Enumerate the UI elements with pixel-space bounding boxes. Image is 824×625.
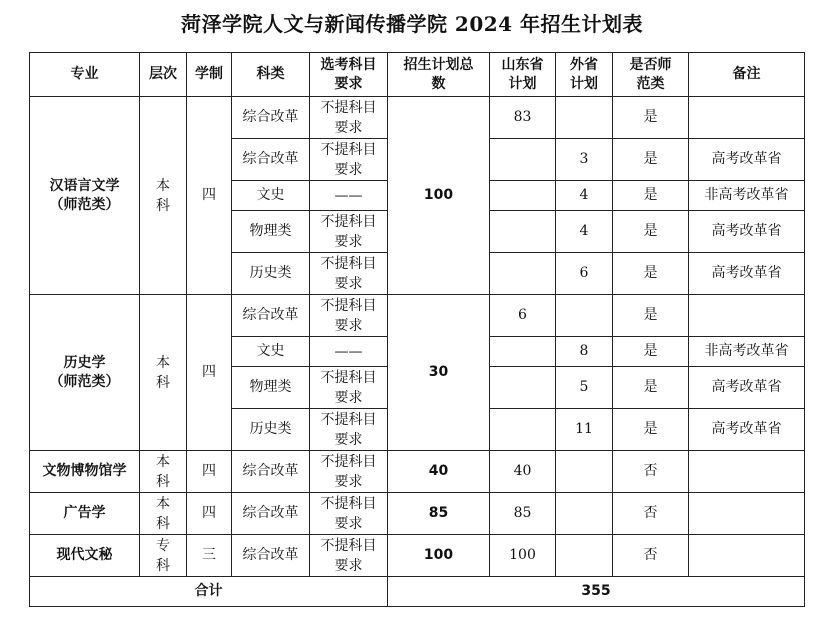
shandong-plan-cell bbox=[490, 253, 556, 295]
level-text: 专科 bbox=[155, 537, 170, 574]
level-text: 本科 bbox=[155, 354, 170, 391]
remark-cell: 非高考改革省 bbox=[689, 181, 805, 211]
category-cell: 历史类 bbox=[232, 253, 310, 295]
category-cell: 文史 bbox=[232, 181, 310, 211]
major-name: 现代文秘 bbox=[56, 547, 113, 563]
table-row bbox=[30, 451, 805, 493]
shandong-plan-cell bbox=[490, 139, 556, 181]
total-plan-cell: 100 bbox=[388, 97, 490, 295]
subject-req-cell bbox=[310, 181, 388, 211]
remark-cell bbox=[689, 451, 805, 493]
total-label: 合计 bbox=[30, 577, 388, 607]
shandong-plan-cell: 6 bbox=[490, 295, 556, 337]
subject-req-text: 不提科目要求 bbox=[320, 255, 377, 292]
level-cell bbox=[140, 295, 187, 451]
other-plan-cell: 4 bbox=[556, 211, 613, 253]
page-title: 菏泽学院人文与新闻传播学院 2024 年招生计划表 bbox=[180, 12, 644, 36]
subject-req-cell bbox=[310, 211, 388, 253]
level-text: 本科 bbox=[155, 495, 170, 532]
shandong-plan-cell bbox=[490, 181, 556, 211]
normal-cell: 是 bbox=[613, 295, 689, 337]
total-row bbox=[30, 577, 805, 607]
category-cell: 文史 bbox=[232, 337, 310, 367]
subject-req-cell bbox=[310, 295, 388, 337]
subject-req-text: —— bbox=[334, 343, 363, 360]
category-cell: 综合改革 bbox=[232, 493, 310, 535]
other-plan-cell bbox=[556, 451, 613, 493]
major-name: 历史学 bbox=[63, 354, 106, 371]
duration-cell: 四 bbox=[187, 493, 232, 535]
subject-req-cell bbox=[310, 493, 388, 535]
table-row bbox=[30, 295, 805, 337]
category-cell: 物理类 bbox=[232, 367, 310, 409]
major-cell bbox=[30, 535, 140, 577]
subject-req-text: —— bbox=[334, 187, 363, 204]
other-plan-cell bbox=[556, 295, 613, 337]
subject-req-text: 不提科目要求 bbox=[320, 213, 377, 250]
other-plan-cell bbox=[556, 97, 613, 139]
total-plan-cell: 100 bbox=[388, 535, 490, 577]
header-shandong-plan: 山东省计划 bbox=[490, 53, 556, 97]
category-cell: 历史类 bbox=[232, 409, 310, 451]
shandong-plan-cell: 100 bbox=[490, 535, 556, 577]
normal-cell: 是 bbox=[613, 367, 689, 409]
header-row bbox=[30, 53, 805, 97]
other-plan-cell bbox=[556, 535, 613, 577]
table-body bbox=[30, 97, 805, 577]
total-plan-cell: 30 bbox=[388, 295, 490, 451]
level-cell bbox=[140, 97, 187, 295]
category-cell: 综合改革 bbox=[232, 451, 310, 493]
subject-req-cell bbox=[310, 253, 388, 295]
duration-cell: 四 bbox=[187, 295, 232, 451]
other-plan-cell: 3 bbox=[556, 139, 613, 181]
duration-cell: 四 bbox=[187, 451, 232, 493]
subject-req-cell bbox=[310, 409, 388, 451]
subject-req-cell bbox=[310, 367, 388, 409]
category-cell: 综合改革 bbox=[232, 295, 310, 337]
level-text: 本科 bbox=[155, 453, 170, 490]
subject-req-text: 不提科目要求 bbox=[320, 537, 377, 574]
level-cell bbox=[140, 535, 187, 577]
subject-req-text: 不提科目要求 bbox=[320, 495, 377, 532]
category-cell: 综合改革 bbox=[232, 97, 310, 139]
major-cell bbox=[30, 97, 140, 295]
category-cell: 综合改革 bbox=[232, 535, 310, 577]
remark-cell bbox=[689, 295, 805, 337]
level-text: 本科 bbox=[155, 177, 170, 214]
level-cell bbox=[140, 451, 187, 493]
subject-req-cell bbox=[310, 451, 388, 493]
duration-cell: 四 bbox=[187, 97, 232, 295]
shandong-plan-cell: 40 bbox=[490, 451, 556, 493]
remark-cell bbox=[689, 535, 805, 577]
subject-req-cell bbox=[310, 97, 388, 139]
grand-total: 355 bbox=[388, 577, 805, 607]
shandong-plan-cell: 85 bbox=[490, 493, 556, 535]
major-name: 文物博物馆学 bbox=[42, 463, 127, 479]
normal-cell: 是 bbox=[613, 181, 689, 211]
other-plan-cell: 11 bbox=[556, 409, 613, 451]
header-subject-req: 选考科目要求 bbox=[310, 53, 388, 97]
total-plan-cell: 40 bbox=[388, 451, 490, 493]
subject-req-text: 不提科目要求 bbox=[320, 411, 377, 448]
remark-cell: 高考改革省 bbox=[689, 139, 805, 181]
subject-req-text: 不提科目要求 bbox=[320, 369, 377, 406]
header-total-plan: 招生计划总数 bbox=[388, 53, 490, 97]
major-cell bbox=[30, 451, 140, 493]
other-plan-cell: 8 bbox=[556, 337, 613, 367]
remark-cell: 非高考改革省 bbox=[689, 337, 805, 367]
normal-cell: 是 bbox=[613, 253, 689, 295]
header-level: 层次 bbox=[140, 53, 187, 97]
other-plan-cell: 5 bbox=[556, 367, 613, 409]
shandong-plan-cell: 83 bbox=[490, 97, 556, 139]
subject-req-text: 不提科目要求 bbox=[320, 141, 377, 178]
subject-req-cell bbox=[310, 337, 388, 367]
header-normal: 是否师范类 bbox=[613, 53, 689, 97]
normal-cell: 否 bbox=[613, 493, 689, 535]
normal-cell: 是 bbox=[613, 409, 689, 451]
remark-cell bbox=[689, 493, 805, 535]
table-row bbox=[30, 535, 805, 577]
normal-cell: 否 bbox=[613, 535, 689, 577]
normal-cell: 是 bbox=[613, 139, 689, 181]
header-duration: 学制 bbox=[187, 53, 232, 97]
major-note: （师范类） bbox=[49, 373, 120, 390]
remark-cell: 高考改革省 bbox=[689, 367, 805, 409]
other-plan-cell: 4 bbox=[556, 181, 613, 211]
total-plan-cell: 85 bbox=[388, 493, 490, 535]
level-cell bbox=[140, 493, 187, 535]
normal-cell: 是 bbox=[613, 97, 689, 139]
remark-cell: 高考改革省 bbox=[689, 253, 805, 295]
normal-cell: 是 bbox=[613, 337, 689, 367]
header-other-plan: 外省计划 bbox=[556, 53, 613, 97]
remark-cell: 高考改革省 bbox=[689, 211, 805, 253]
major-name: 广告学 bbox=[63, 505, 106, 521]
subject-req-cell bbox=[310, 139, 388, 181]
table-row bbox=[30, 97, 805, 139]
shandong-plan-cell bbox=[490, 337, 556, 367]
category-cell: 物理类 bbox=[232, 211, 310, 253]
other-plan-cell bbox=[556, 493, 613, 535]
remark-cell: 高考改革省 bbox=[689, 409, 805, 451]
subject-req-text: 不提科目要求 bbox=[320, 453, 377, 490]
header-remark: 备注 bbox=[689, 53, 805, 97]
shandong-plan-cell bbox=[490, 211, 556, 253]
normal-cell: 是 bbox=[613, 211, 689, 253]
major-note: （师范类） bbox=[49, 196, 120, 213]
subject-req-text: 不提科目要求 bbox=[320, 99, 377, 136]
shandong-plan-cell bbox=[490, 367, 556, 409]
remark-cell bbox=[689, 97, 805, 139]
subject-req-cell bbox=[310, 535, 388, 577]
major-cell bbox=[30, 295, 140, 451]
header-category: 科类 bbox=[232, 53, 310, 97]
header-major: 专业 bbox=[30, 53, 140, 97]
other-plan-cell: 6 bbox=[556, 253, 613, 295]
normal-cell: 否 bbox=[613, 451, 689, 493]
category-cell: 综合改革 bbox=[232, 139, 310, 181]
duration-cell: 三 bbox=[187, 535, 232, 577]
table-row bbox=[30, 493, 805, 535]
major-cell bbox=[30, 493, 140, 535]
subject-req-text: 不提科目要求 bbox=[320, 297, 377, 334]
enrollment-plan-table bbox=[29, 52, 805, 607]
shandong-plan-cell bbox=[490, 409, 556, 451]
major-name: 汉语言文学 bbox=[49, 177, 120, 194]
